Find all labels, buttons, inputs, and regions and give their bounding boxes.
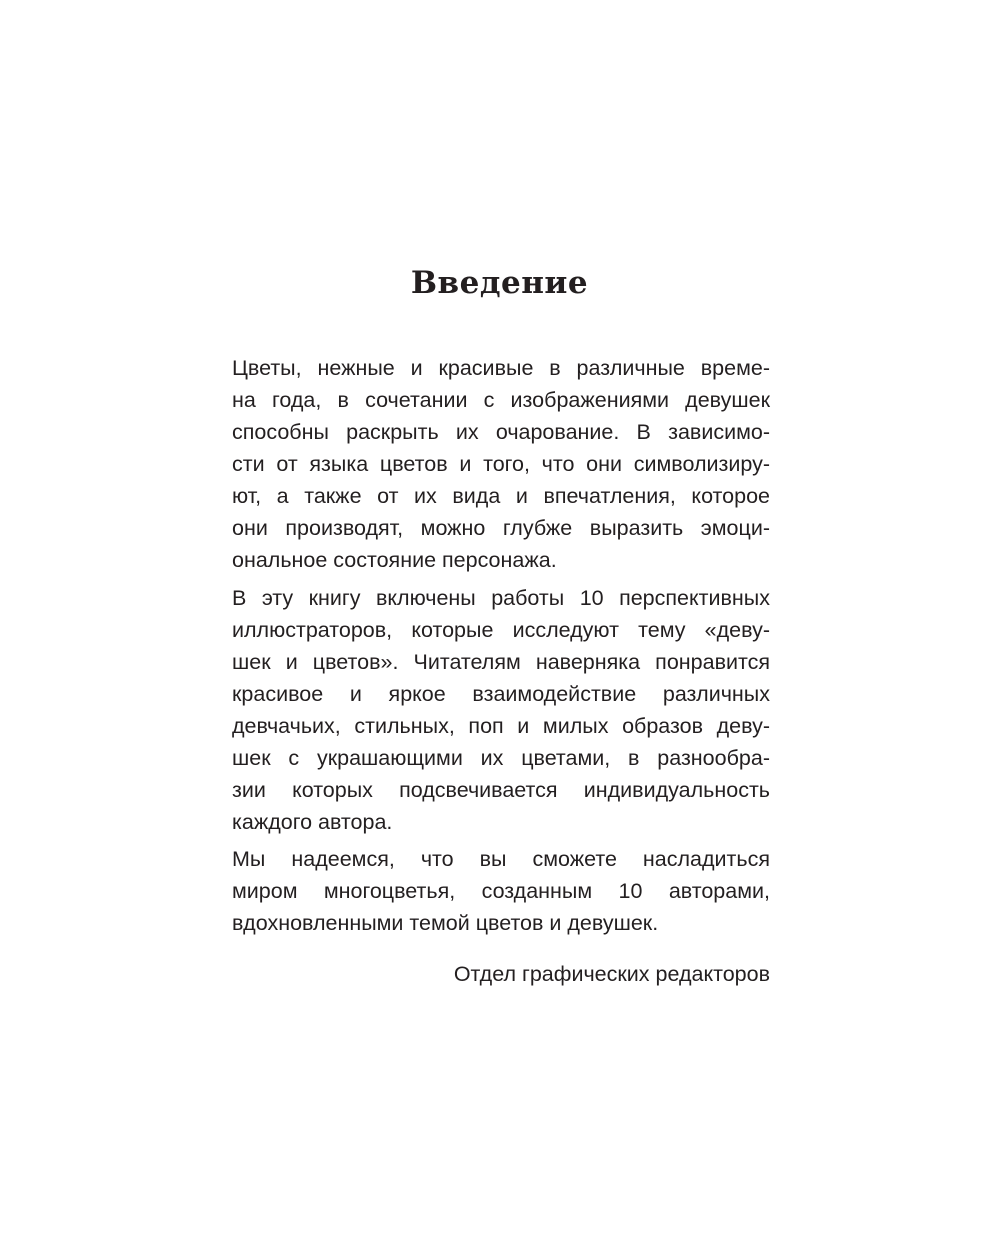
text-line: шек и цветов». Читателям наверняка понравится: [232, 650, 770, 674]
text-line: сти от языка цветов и того, что они символизиру-: [232, 452, 770, 476]
text-line: способны раскрыть их очарование. В зависимо-: [232, 420, 770, 444]
intro-paragraph-2: [232, 582, 770, 838]
text-line: В эту книгу включены работы 10 перспективных: [232, 586, 770, 610]
signature: Отдел графических редакторов: [453, 962, 770, 986]
text-line: они производят, можно глубже выразить эмоци-: [232, 516, 770, 540]
text-line: Мы надеемся, что вы сможете насладиться: [232, 847, 770, 871]
text-line: красивое и яркое взаимодействие различных: [232, 682, 770, 706]
text-line: девчачьих, стильных, поп и милых образов деву-: [232, 714, 770, 738]
text-line: на года, в сочетании с изображениями девушек: [232, 388, 770, 412]
text-line: Цветы, нежные и красивые в различные време-: [232, 356, 770, 380]
text-line: иллюстраторов, которые исследуют тему «деву-: [232, 618, 770, 642]
text-line: ональное состояние персонажа.: [232, 548, 557, 572]
intro-paragraph-1: [232, 352, 770, 576]
intro-paragraph-3: [232, 843, 770, 939]
page-title: Введение: [410, 265, 589, 301]
text-line: миром многоцветья, созданным 10 авторами,: [232, 879, 770, 903]
text-line: каждого автора.: [232, 810, 393, 834]
text-line: вдохновленными темой цветов и девушек.: [232, 911, 659, 935]
text-line: шек с украшающими их цветами, в разнообра-: [232, 746, 770, 770]
text-line: ют, а также от их вида и впечатления, которое: [232, 484, 770, 508]
text-line: зии которых подсвечивается индивидуальность: [232, 778, 770, 802]
